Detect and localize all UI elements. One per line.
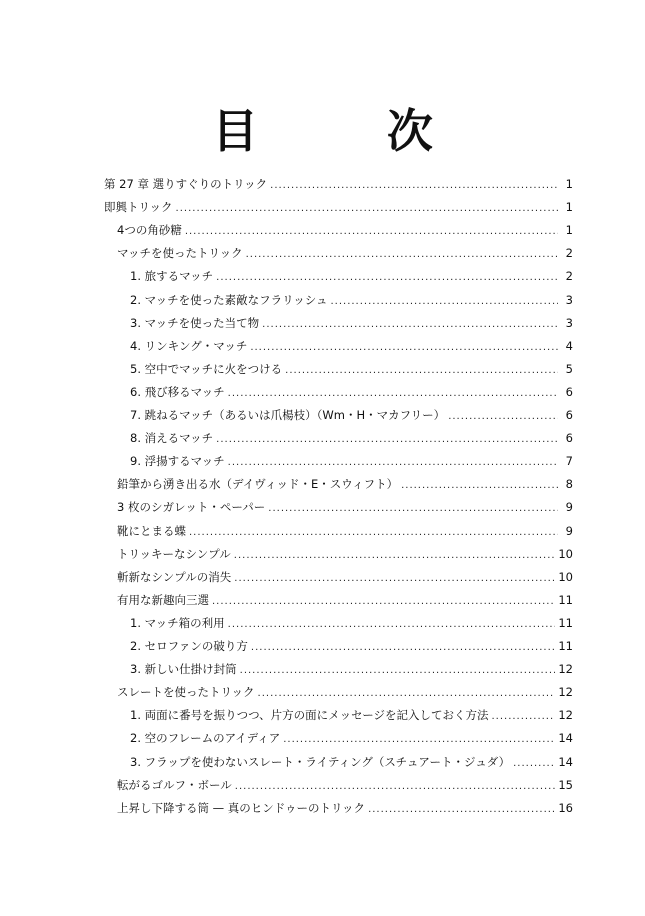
- dot-leader: [448, 408, 558, 426]
- toc-entry-page-number: 9: [565, 523, 573, 538]
- toc-entry: [130, 429, 573, 447]
- toc-entry: [130, 706, 573, 724]
- toc-entry-label: 即興トリック: [104, 200, 173, 215]
- toc-entry-page-number: 6: [565, 408, 573, 422]
- dot-leader: [270, 177, 558, 195]
- toc-entry: [117, 221, 573, 239]
- dot-leader: [212, 593, 555, 611]
- toc-entry-label: 鉛筆から湧き出る水（デイヴィッド・E・スウィフト）: [117, 477, 399, 492]
- toc-entry-label: 斬新なシンプルの消失: [117, 569, 232, 584]
- toc-entry-label: 1. 両面に番号を振りつつ、片方の面にメッセージを記入しておく方法: [130, 708, 489, 723]
- toc-entry-page-number: 3: [565, 315, 573, 330]
- dot-leader: [228, 616, 556, 634]
- dot-leader: [216, 431, 558, 449]
- toc-entry-page-number: 4: [565, 338, 573, 353]
- toc-entry-page-number: 6: [565, 431, 573, 446]
- toc-entry: [130, 267, 573, 285]
- toc-entry: [117, 498, 573, 516]
- toc-entry-page-number: 6: [565, 384, 573, 399]
- toc-entry-page-number: 5: [565, 361, 573, 376]
- toc-entry: [130, 637, 573, 655]
- toc-entry-label: 3. マッチを使った当て物: [130, 315, 260, 330]
- toc-entry-page-number: 16: [558, 800, 573, 815]
- toc-entry-page-number: 1: [565, 223, 573, 238]
- toc-entry-page-number: 1: [565, 177, 573, 191]
- dot-leader: [234, 547, 556, 565]
- toc-entry-label: 第 27 章 選りすぐりのトリック: [104, 177, 268, 191]
- toc-entry-page-number: 9: [565, 500, 573, 515]
- toc-entry: [130, 452, 573, 470]
- dot-leader: [262, 316, 558, 334]
- dot-leader: [401, 477, 558, 495]
- toc-entry: [117, 545, 573, 563]
- toc-entry: [130, 406, 573, 424]
- toc-entry-label: 1. 旅するマッチ: [130, 269, 214, 284]
- toc-entry: [130, 291, 573, 309]
- toc-entry-label: マッチを使ったトリック: [117, 246, 243, 261]
- toc-entry: [130, 360, 573, 378]
- toc-entry-page-number: 11: [558, 592, 573, 607]
- toc-entry-label: 3. 新しい仕掛け封筒: [130, 662, 237, 677]
- toc-entry: [130, 314, 573, 332]
- dot-leader: [368, 801, 555, 819]
- toc-entry-label: 4つの角砂糖: [117, 223, 182, 238]
- dot-leader: [330, 293, 558, 311]
- toc-entry-page-number: 8: [565, 477, 573, 492]
- toc-entry-label: 2. セロファンの破り方: [130, 639, 248, 653]
- toc-entry-page-number: 15: [558, 777, 573, 792]
- dot-leader: [251, 639, 555, 657]
- toc-entry: [117, 591, 573, 609]
- toc-entry: [130, 614, 573, 632]
- toc-entry-page-number: 11: [558, 615, 573, 630]
- toc-entry-label: 9. 浮揚するマッチ: [130, 454, 225, 469]
- toc-entry-label: 4. リンキング・マッチ: [130, 338, 248, 353]
- dot-leader: [513, 755, 555, 773]
- toc-entry: [117, 244, 573, 262]
- toc-entry-page-number: 12: [558, 662, 573, 677]
- dot-leader: [216, 269, 558, 287]
- toc-entry-page-number: 10: [558, 569, 573, 584]
- toc-entry-page-number: 12: [558, 708, 573, 723]
- toc-entry-label: 3. フラップを使わないスレート・ライティング（スチュアート・ジュダ）: [130, 754, 511, 769]
- dot-leader: [246, 246, 558, 264]
- toc-entry-label: 7. 跳ねるマッチ（あるいは爪楊枝）（Wm・H・マカフリー）: [130, 408, 446, 422]
- toc-entry-page-number: 10: [558, 546, 573, 561]
- dot-leader: [189, 524, 558, 542]
- toc-entry: [117, 776, 573, 794]
- toc-entry-page-number: 1: [565, 200, 573, 215]
- toc-entry-page-number: 14: [558, 754, 573, 769]
- dot-leader: [228, 454, 558, 472]
- toc-entry-label: 1. マッチ箱の利用: [130, 615, 225, 630]
- page-title: 目 次: [212, 104, 475, 158]
- toc-entry: [130, 383, 573, 401]
- toc-entry: [117, 568, 573, 586]
- dot-leader: [258, 685, 556, 703]
- toc-entry-label: 転がるゴルフ・ボール: [117, 777, 232, 792]
- dot-leader: [285, 362, 558, 380]
- dot-leader: [240, 662, 556, 680]
- dot-leader: [234, 570, 555, 588]
- dot-leader: [491, 708, 555, 726]
- toc-entry-label: 靴にとまる蝶: [117, 523, 186, 538]
- dot-leader: [228, 385, 558, 403]
- toc-entry-label: トリッキーなシンプル: [117, 546, 231, 561]
- toc-entry: [117, 683, 573, 701]
- toc-entry-label: スレートを使ったトリック: [117, 685, 255, 700]
- toc-entry: [130, 753, 573, 771]
- toc-entry-page-number: 2: [565, 269, 573, 284]
- toc-entry-page-number: 7: [565, 454, 573, 469]
- dot-leader: [235, 778, 556, 796]
- dot-leader: [176, 200, 558, 218]
- toc-entry: [130, 337, 573, 355]
- toc-entry-label: 3 枚のシガレット・ペーパー: [117, 500, 266, 515]
- toc-entry-page-number: 14: [558, 731, 573, 746]
- toc-entry: [117, 799, 573, 817]
- toc-entry-page-number: 11: [558, 639, 573, 653]
- toc-entry: [117, 475, 573, 493]
- toc-entry-label: 8. 消えるマッチ: [130, 431, 214, 446]
- toc-entry-label: 6. 飛び移るマッチ: [130, 384, 225, 399]
- toc-entry-label: 2. マッチを使った素敵なフラリッシュ: [130, 292, 328, 307]
- toc-entry: [104, 175, 573, 193]
- toc-entry-label: 2. 空のフレームのアイディア: [130, 731, 281, 746]
- toc-entry-label: 5. 空中でマッチに火をつける: [130, 361, 283, 376]
- toc-entry-label: 上昇し下降する筒 — 真のヒンドゥーのトリック: [117, 800, 366, 815]
- toc-entry-page-number: 3: [565, 292, 573, 307]
- toc-entry: [117, 522, 573, 540]
- toc-entry: [104, 198, 573, 216]
- toc-entry: [130, 660, 573, 678]
- toc-entry-label: 有用な新趣向三選: [117, 592, 209, 607]
- toc-entry-page-number: 12: [558, 685, 573, 700]
- toc-entry-page-number: 2: [565, 246, 573, 261]
- dot-leader: [283, 731, 555, 749]
- dot-leader: [268, 500, 558, 518]
- dot-leader: [185, 223, 558, 241]
- dot-leader: [250, 339, 558, 357]
- toc-entry: [130, 729, 573, 747]
